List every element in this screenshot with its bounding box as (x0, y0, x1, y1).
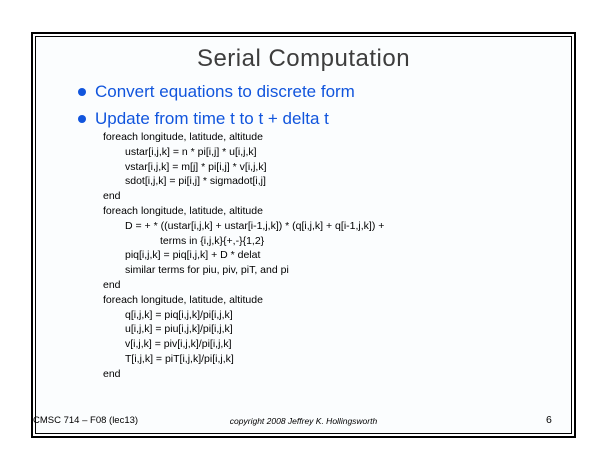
page-number: 6 (546, 414, 552, 426)
bullet-item (78, 109, 355, 128)
slide-title: Serial Computation (196, 45, 411, 72)
code-line: ustar[i,j,k] = n * pi[i,j] * u[i,j,k] (125, 145, 257, 158)
code-line: u[i,j,k] = piu[i,j,k]/pi[i,j,k] (125, 323, 233, 336)
code-line: q[i,j,k] = piq[i,j,k]/pi[i,j,k] (125, 308, 233, 321)
code-line: terms in {i,j,k}{+,-}{1,2} (160, 234, 265, 247)
code-line: piq[i,j,k] = piq[i,j,k] + D * delat (125, 249, 261, 262)
code-line: end (103, 367, 121, 380)
bullet-text-update-time: Update from time t to t + delta t (95, 109, 329, 128)
bullet-dot-icon (78, 88, 86, 96)
bullet-dot-icon (78, 115, 86, 123)
bullet-item (78, 82, 355, 101)
code-line: similar terms for piu, piv, piT, and pi (125, 264, 289, 277)
code-block (103, 130, 384, 382)
code-line: D = + * ((ustar[i,j,k] + ustar[i-1,j,k]) * (q[i,j,k] + q[i-1,j,k]) + (125, 219, 385, 232)
bullet-text-convert-equations: Convert equations to discrete form (95, 82, 355, 101)
footer-course-label: CMSC 714 – F08 (lec13) (33, 415, 139, 426)
code-line: T[i,j,k] = piT[i,j,k]/pi[i,j,k] (125, 352, 234, 365)
code-line: end (103, 190, 121, 203)
slide-inner-border (35, 36, 572, 434)
code-line: vstar[i,j,k] = m[j] * pi[i,j] * v[i,j,k] (125, 160, 267, 173)
code-line: foreach longitude, latitude, altitude (103, 293, 263, 306)
bullet-list (78, 82, 355, 136)
code-line: end (103, 278, 121, 291)
footer-copyright: copyright 2008 Jeffrey K. Hollingsworth (229, 416, 378, 426)
slide-outer-border (31, 32, 576, 438)
code-line: foreach longitude, latitude, altitude (103, 131, 263, 143)
code-line: foreach longitude, latitude, altitude (103, 204, 263, 217)
code-line: sdot[i,j,k] = pi[i,j] * sigmadot[i,j] (125, 175, 266, 188)
code-line: v[i,j,k] = piv[i,j,k]/pi[i,j,k] (125, 338, 232, 351)
